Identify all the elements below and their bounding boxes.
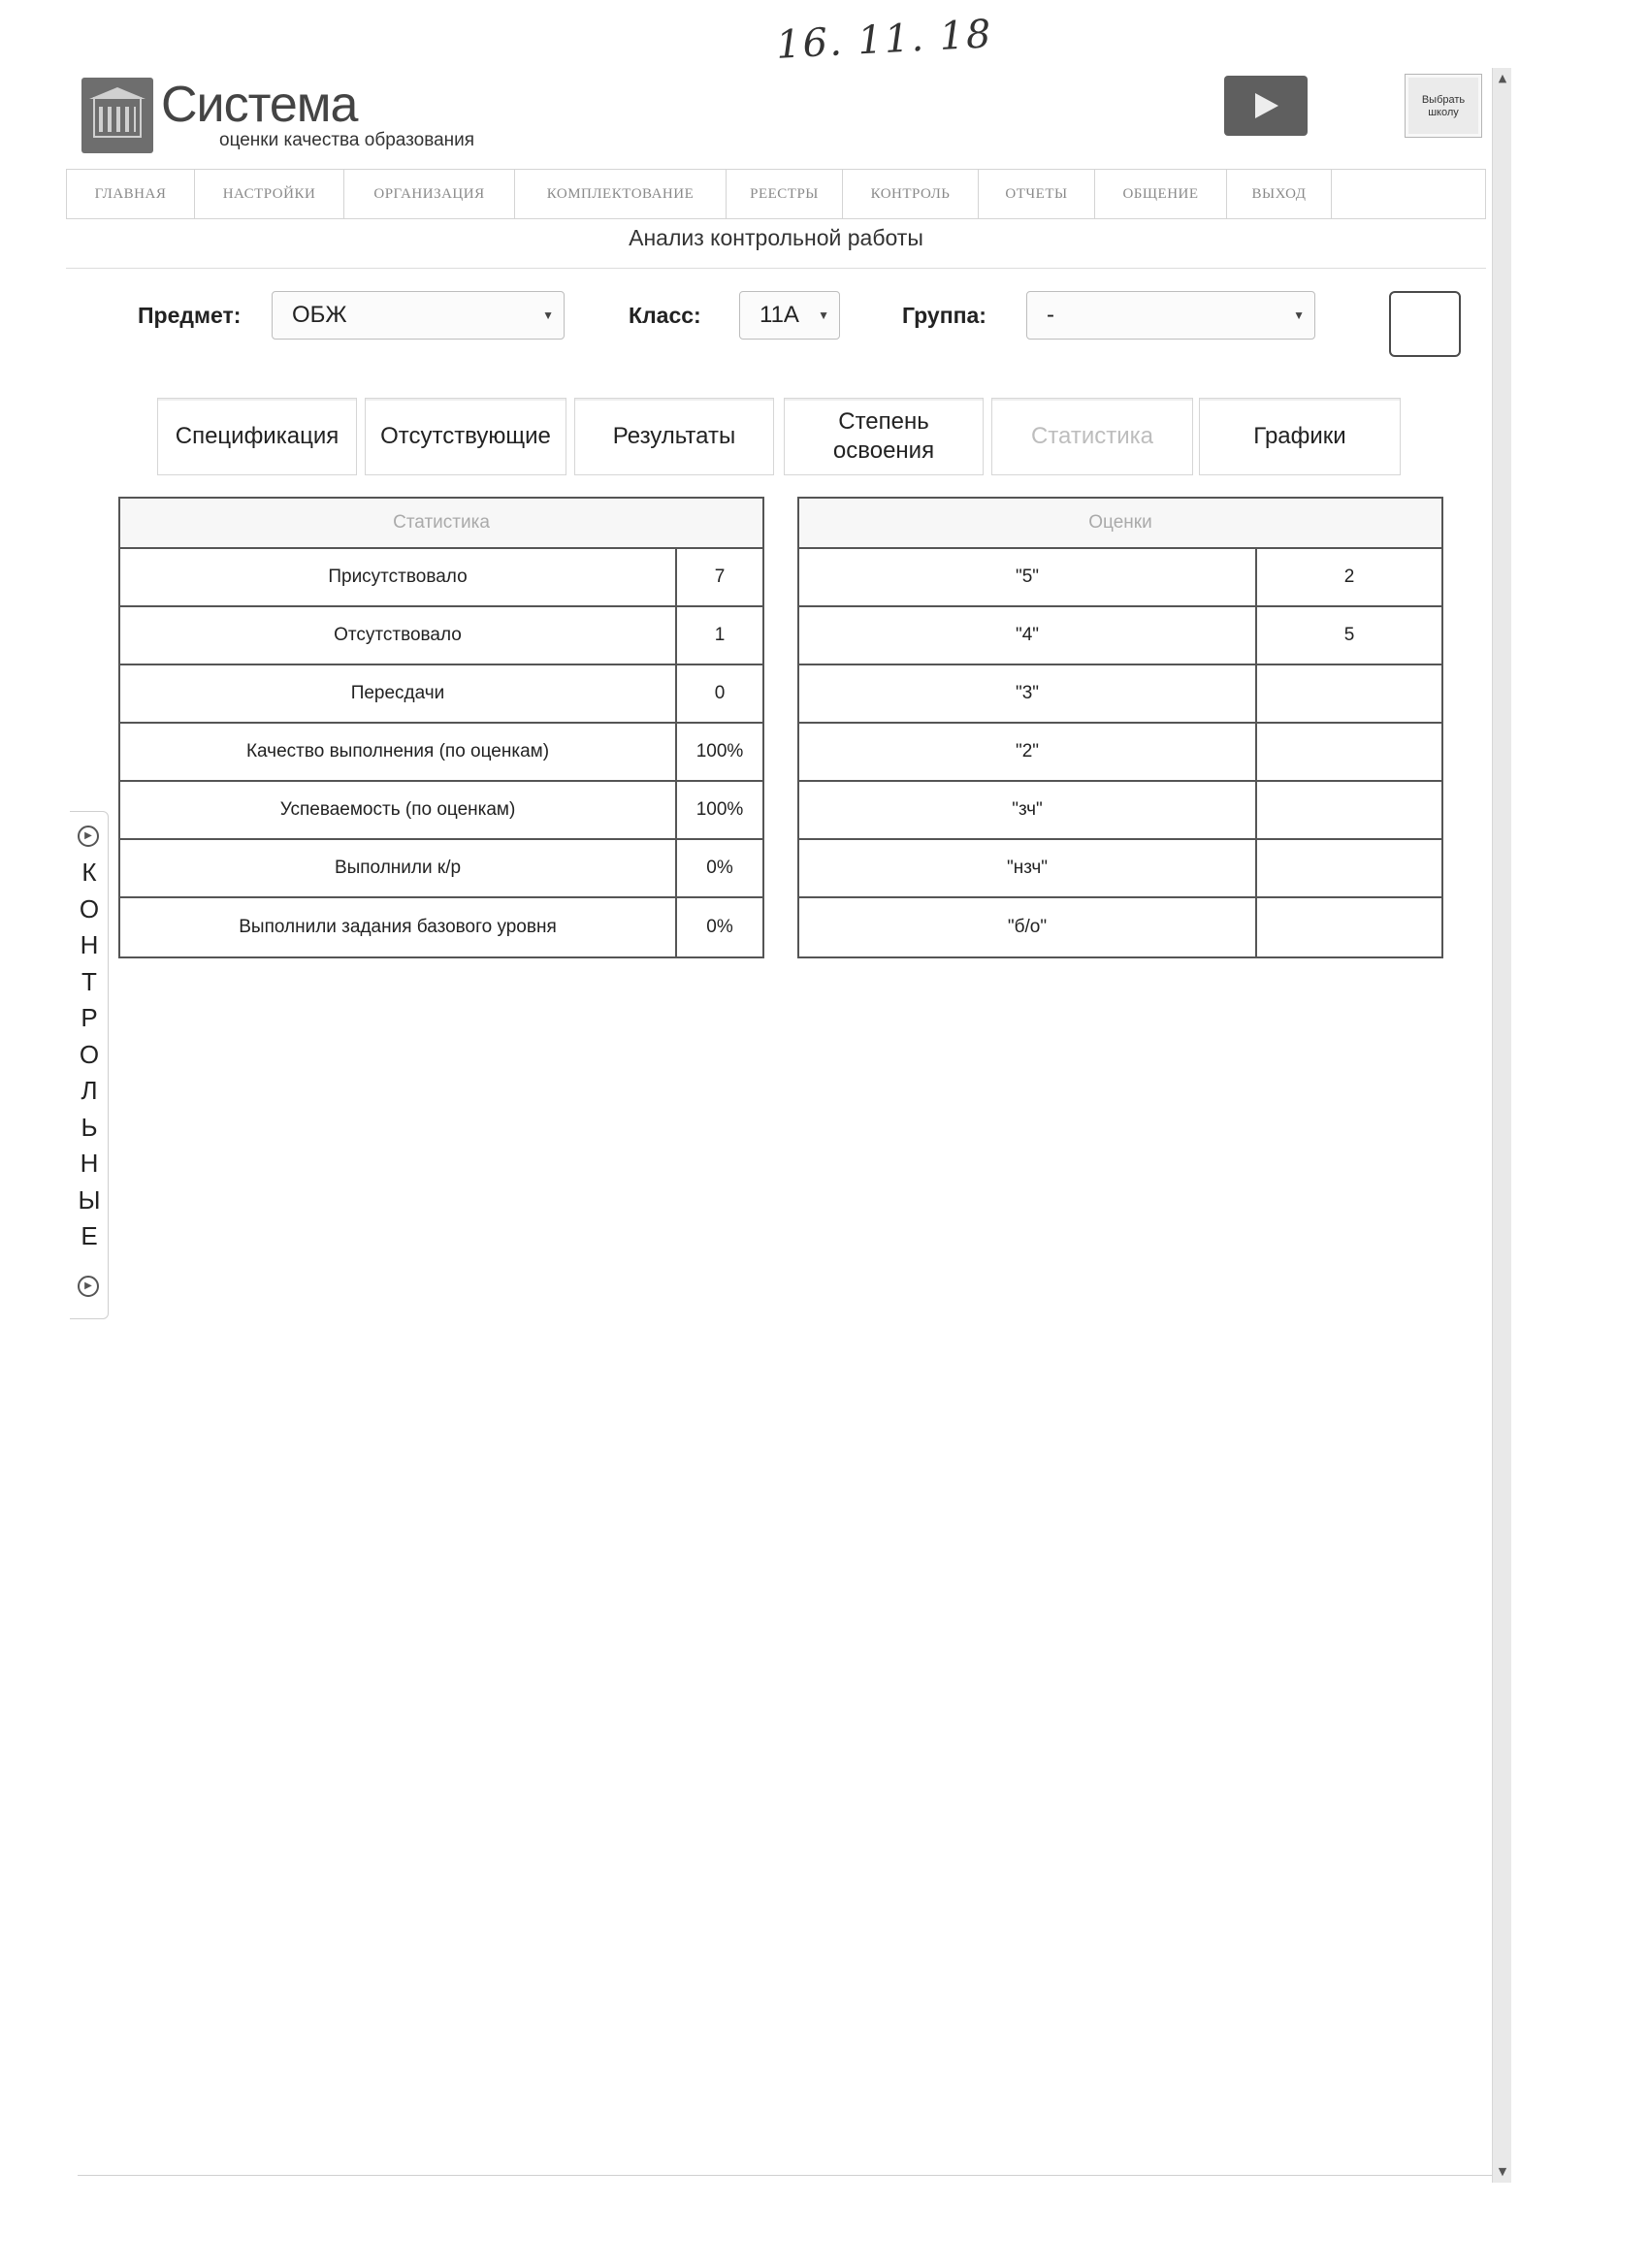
subject-select[interactable] <box>272 291 565 340</box>
logo-building-icon <box>81 78 153 153</box>
grade-count: 5 <box>1343 625 1355 645</box>
stat-value: 0% <box>706 917 733 937</box>
grade-count <box>1257 898 1441 956</box>
table-row <box>120 782 762 840</box>
grade-label: "4" <box>799 607 1257 664</box>
grade-count <box>1257 782 1441 838</box>
table-row <box>120 607 762 665</box>
stat-label: Пересдачи <box>120 665 677 722</box>
tab-mastery-level[interactable]: Степень освоения <box>784 398 984 475</box>
side-panel-letter: О <box>79 1039 100 1069</box>
group-label: Группа: <box>902 303 986 328</box>
table-row <box>120 840 762 898</box>
side-panel-letter: Е <box>81 1221 98 1250</box>
side-panel-letter: Н <box>80 930 99 959</box>
grades-table <box>797 497 1443 958</box>
table-row <box>120 898 762 956</box>
action-square-button[interactable] <box>1389 291 1461 357</box>
table-row <box>799 665 1441 724</box>
page-title: Анализ контрольной работы <box>629 225 923 250</box>
grade-count: 2 <box>1343 567 1355 587</box>
subject-label: Предмет: <box>138 303 242 328</box>
stat-value: 0% <box>706 858 733 878</box>
side-panel-letter: Р <box>81 1003 98 1032</box>
table-row <box>799 607 1441 665</box>
tab-absent[interactable]: Отсутствующие <box>365 398 566 475</box>
tab-charts[interactable]: Графики <box>1199 398 1401 475</box>
chevron-down-icon: ▼ <box>542 308 554 322</box>
side-panel-letter: Л <box>81 1076 98 1105</box>
nav-item-staffing[interactable]: КОМПЛЕКТОВАНИЕ <box>515 170 727 218</box>
scroll-down-icon[interactable]: ▼ <box>1498 2165 1507 2178</box>
side-panel-label <box>70 855 109 1255</box>
grade-count <box>1257 724 1441 780</box>
nav-item-reports[interactable]: ОТЧЕТЫ <box>979 170 1095 218</box>
subject-select-value: ОБЖ <box>292 302 347 328</box>
expand-arrow-icon[interactable]: ▶ <box>78 1276 99 1297</box>
grades-table-title: Оценки <box>799 499 1441 549</box>
side-panel-letter: Ь <box>81 1112 98 1142</box>
grade-label: "нзч" <box>799 840 1257 896</box>
nav-item-exit[interactable]: ВЫХОД <box>1227 170 1332 218</box>
chevron-down-icon: ▼ <box>818 308 829 322</box>
tab-statistics[interactable]: Статистика <box>991 398 1193 475</box>
class-label: Класс: <box>629 303 701 328</box>
nav-item-organization[interactable]: ОРГАНИЗАЦИЯ <box>344 170 515 218</box>
stat-value: 100% <box>695 799 744 820</box>
stat-value: 1 <box>714 625 726 645</box>
nav-item-control[interactable]: КОНТРОЛЬ <box>843 170 979 218</box>
class-select[interactable] <box>739 291 840 340</box>
grade-label: "2" <box>799 724 1257 780</box>
side-panel-letter: Ы <box>78 1184 101 1215</box>
title-divider <box>66 268 1486 269</box>
stat-label: Успеваемость (по оценкам) <box>120 782 677 838</box>
tests-side-panel[interactable] <box>70 811 109 1319</box>
nav-item-communication[interactable]: ОБЩЕНИЕ <box>1095 170 1227 218</box>
side-panel-letter: Т <box>81 966 97 996</box>
grade-label: "зч" <box>799 782 1257 838</box>
logo-subtitle: оценки качества образования <box>219 130 475 150</box>
stat-label: Качество выполнения (по оценкам) <box>120 724 677 780</box>
class-select-value: 11А <box>760 302 799 328</box>
main-nav <box>66 169 1486 219</box>
logo-title: Система <box>161 77 358 133</box>
stat-value: 7 <box>714 567 726 587</box>
statistics-table <box>118 497 764 958</box>
grade-label: "5" <box>799 549 1257 605</box>
handwritten-date: 16. 11. 18 <box>774 12 994 68</box>
nav-item-home[interactable]: ГЛАВНАЯ <box>67 170 195 218</box>
table-row <box>799 549 1441 607</box>
table-row <box>799 898 1441 956</box>
tab-results[interactable]: Результаты <box>574 398 774 475</box>
side-panel-letter: К <box>81 858 97 887</box>
statistics-table-title: Статистика <box>120 499 762 549</box>
grade-count <box>1257 665 1441 722</box>
stat-value: 0 <box>714 683 726 703</box>
stat-label: Отсутствовало <box>120 607 677 664</box>
select-school-button[interactable]: Выбрать школу <box>1405 74 1482 138</box>
group-select-value: - <box>1047 302 1054 328</box>
grade-label: "3" <box>799 665 1257 722</box>
nav-item-registers[interactable]: РЕЕСТРЫ <box>727 170 843 218</box>
tab-specification[interactable]: Спецификация <box>157 398 357 475</box>
side-panel-letter: О <box>79 893 100 923</box>
table-row <box>120 724 762 782</box>
stat-label: Выполнили задания базового уровня <box>120 898 677 956</box>
scroll-up-icon[interactable]: ▲ <box>1498 72 1507 84</box>
group-select[interactable] <box>1026 291 1315 340</box>
table-row <box>799 782 1441 840</box>
grade-label: "б/о" <box>799 898 1257 956</box>
play-video-button[interactable] <box>1224 76 1308 136</box>
stat-value: 100% <box>695 741 744 761</box>
stat-label: Выполнили к/р <box>120 840 677 896</box>
stat-label: Присутствовало <box>120 549 677 605</box>
play-icon <box>1255 93 1278 118</box>
table-row <box>120 665 762 724</box>
side-panel-letter: Н <box>80 1149 99 1178</box>
expand-arrow-icon[interactable]: ▶ <box>78 826 99 847</box>
table-row <box>120 549 762 607</box>
chevron-down-icon: ▼ <box>1293 308 1305 322</box>
page-bottom-divider <box>78 2175 1492 2176</box>
table-row <box>799 840 1441 898</box>
table-row <box>799 724 1441 782</box>
grade-count <box>1257 840 1441 896</box>
nav-item-settings[interactable]: НАСТРОЙКИ <box>195 170 344 218</box>
vertical-scrollbar[interactable] <box>1492 68 1511 2183</box>
